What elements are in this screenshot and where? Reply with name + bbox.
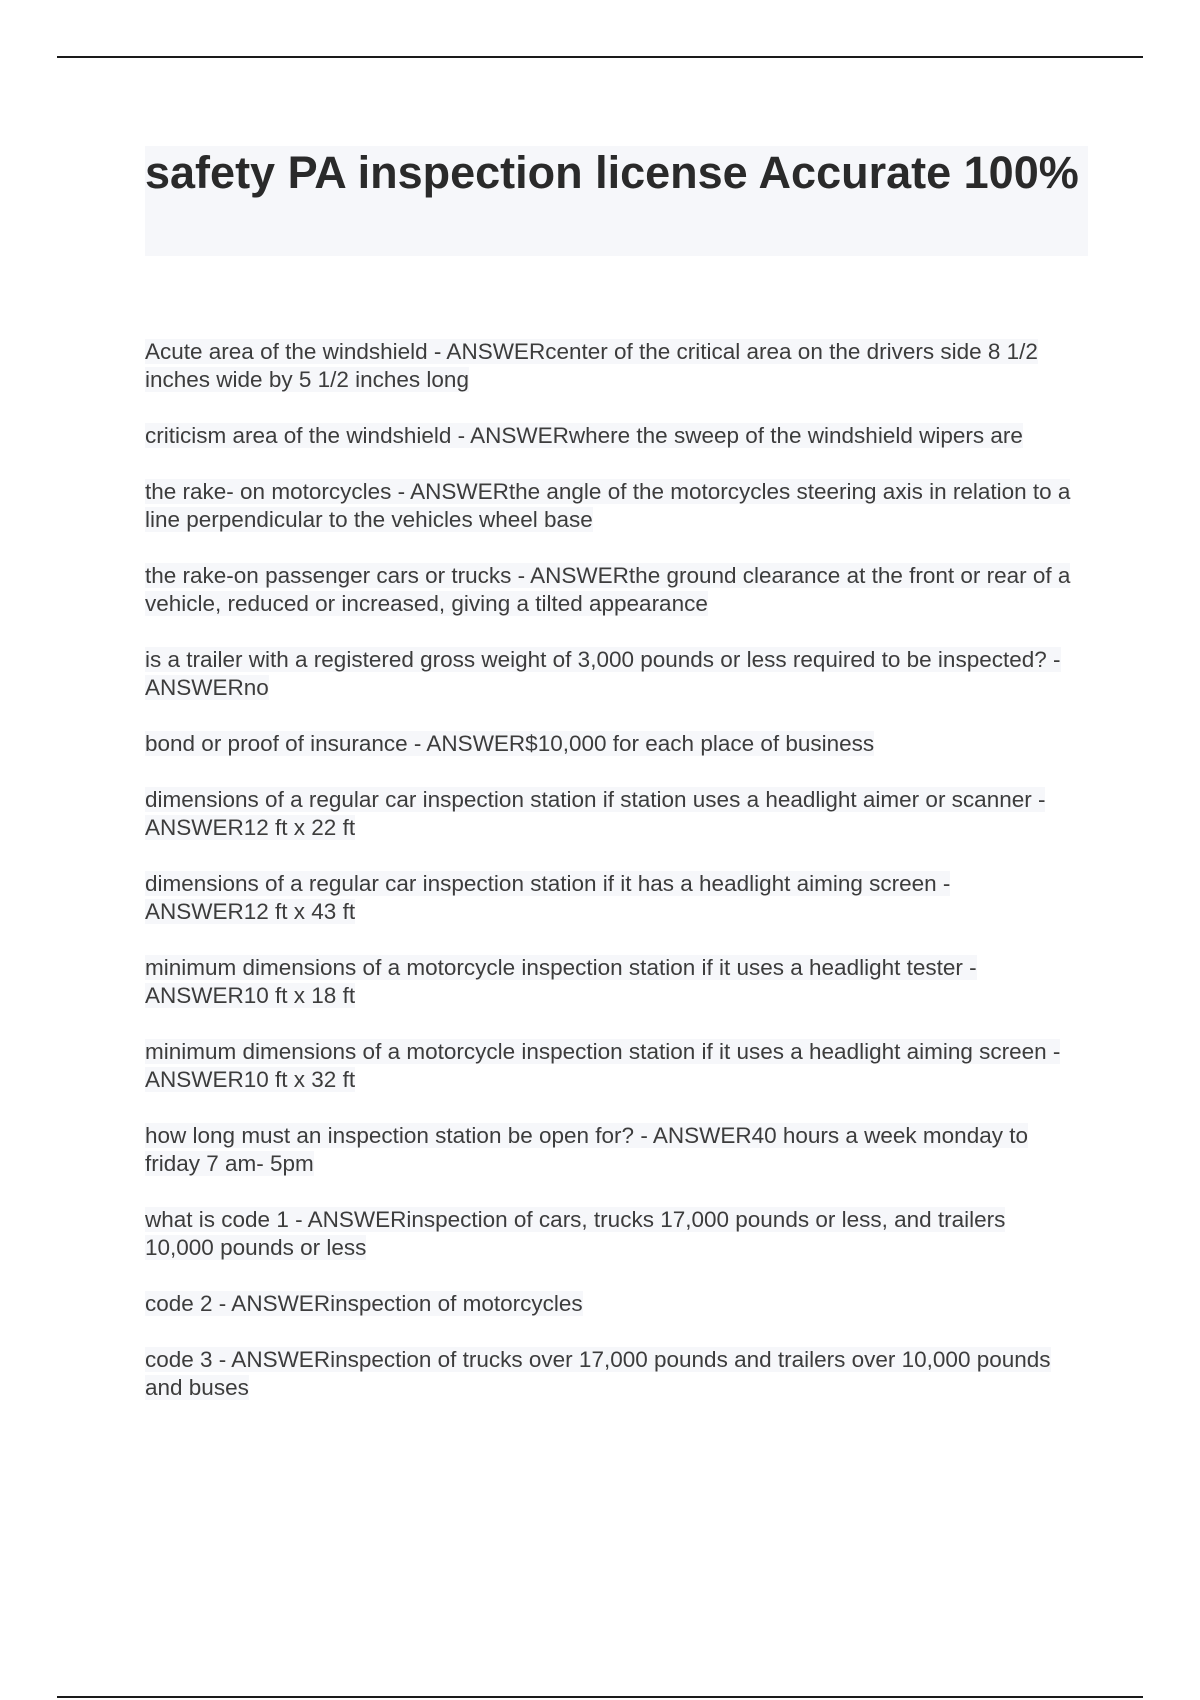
qa-item [145, 1122, 1075, 1178]
qa-item-text: minimum dimensions of a motorcycle inspection station if it uses a headlight tester - ANSWER10 ft x 18 ft [145, 955, 977, 1008]
qa-item [145, 1206, 1075, 1262]
qa-item-text: dimensions of a regular car inspection station if station uses a headlight aimer or scanner - ANSWER12 ft x 22 ft [145, 787, 1046, 840]
qa-item [145, 730, 1075, 758]
qa-item [145, 1346, 1075, 1402]
bottom-divider [57, 1696, 1143, 1698]
qa-item [145, 870, 1075, 926]
qa-item-text: is a trailer with a registered gross weight of 3,000 pounds or less required to be inspected? - ANSWERno [145, 647, 1061, 700]
qa-list [145, 338, 1075, 1430]
qa-item [145, 646, 1075, 702]
qa-item-text: criticism area of the windshield - ANSWERwhere the sweep of the windshield wipers are [145, 423, 1023, 448]
qa-item-text: code 3 - ANSWERinspection of trucks over 17,000 pounds and trailers over 10,000 pounds and buses [145, 1347, 1051, 1400]
qa-item-text: what is code 1 - ANSWERinspection of cars, trucks 17,000 pounds or less, and trailers 10,000 pounds or less [145, 1207, 1006, 1260]
qa-item-text: the rake-on passenger cars or trucks - ANSWERthe ground clearance at the front or rear of a vehicle, reduced or increased, giving a tilted appearance [145, 563, 1071, 616]
qa-item-text: the rake- on motorcycles - ANSWERthe angle of the motorcycles steering axis in relation to a line perpendicular to the vehicles wheel base [145, 479, 1071, 532]
qa-item [145, 1290, 1075, 1318]
qa-item [145, 338, 1075, 394]
qa-item [145, 786, 1075, 842]
qa-item [145, 954, 1075, 1010]
qa-item-text: bond or proof of insurance - ANSWER$10,000 for each place of business [145, 731, 875, 756]
qa-item [145, 422, 1075, 450]
qa-item [145, 562, 1075, 618]
qa-item-text: minimum dimensions of a motorcycle inspection station if it uses a headlight aiming screen - ANSWER10 ft x 32 ft [145, 1039, 1061, 1092]
qa-item [145, 1038, 1075, 1094]
top-divider [57, 56, 1143, 58]
qa-item-text: Acute area of the windshield - ANSWERcenter of the critical area on the drivers side 8 1/2 inches wide by 5 1/2 inches long [145, 339, 1038, 392]
document-title: safety PA inspection license Accurate 100% [145, 147, 1079, 198]
qa-item-text: code 2 - ANSWERinspection of motorcycles [145, 1291, 583, 1316]
qa-item-text: how long must an inspection station be open for? - ANSWER40 hours a week monday to friday 7 am- 5pm [145, 1123, 1028, 1176]
qa-item [145, 478, 1075, 534]
qa-item-text: dimensions of a regular car inspection station if it has a headlight aiming screen - ANSWER12 ft x 43 ft [145, 871, 951, 924]
